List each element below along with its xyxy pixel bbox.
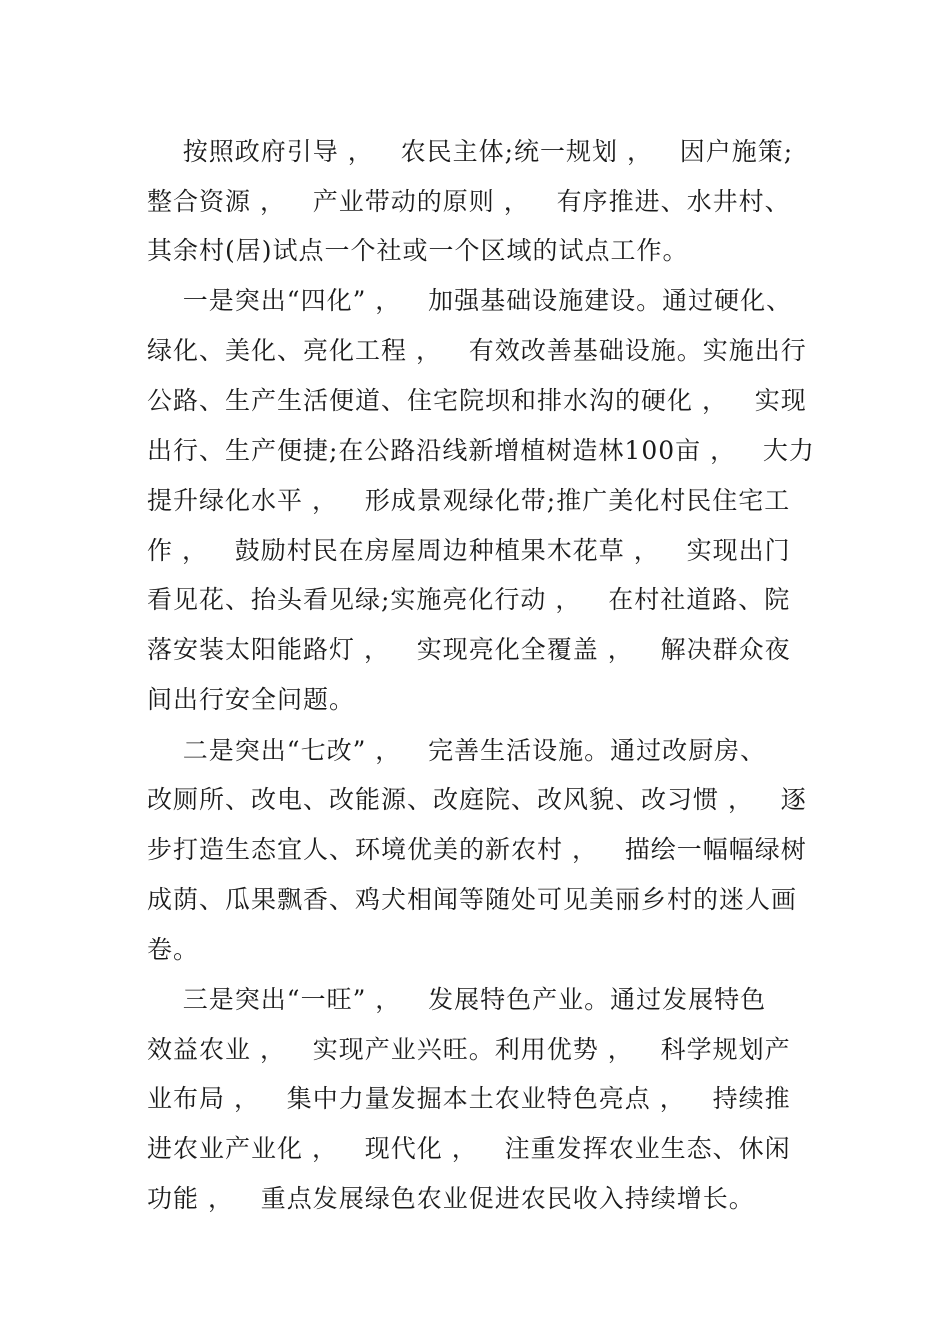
- text-line: 卷。: [147, 935, 200, 964]
- text-line: 间出行安全问题。: [147, 685, 356, 714]
- text-line: 绿化、美化、亮化工程 ， 有效改善基础设施。实施出行: [147, 336, 807, 365]
- text-line: 效益农业 ， 实现产业兴旺。利用优势 ， 科学规划产: [147, 1035, 791, 1064]
- text-line: 三是突出“一旺” ， 发展特色产业。通过发展特色: [147, 985, 767, 1014]
- text-line: 二是突出“七改” ， 完善生活设施。通过改厨房、: [147, 736, 767, 765]
- text-line: 步打造生态宜人、环境优美的新农村 ， 描绘一幅幅绿树: [147, 835, 807, 864]
- text-line: 进农业产业化 ， 现代化 ， 注重发挥农业生态、休闲: [147, 1134, 791, 1163]
- text-line: 其余村(居)试点一个社或一个区域的试点工作。: [147, 236, 689, 265]
- text-line: 落安装太阳能路灯 ， 实现亮化全覆盖 ， 解决群众夜: [147, 635, 791, 664]
- text-line: 功能 ， 重点发展绿色农业促进农民收入持续增长。: [147, 1184, 755, 1213]
- text-line: 按照政府引导 ， 农民主体;统一规划 ， 因户施策;: [147, 137, 794, 166]
- text-line: 提升绿化水平 ， 形成景观绿化带;推广美化村民住宅工: [147, 486, 791, 515]
- text-line: 成荫、瓜果飘香、鸡犬相闻等随处可见美丽乡村的迷人画: [147, 885, 798, 914]
- text-line: 出行、生产便捷;在公路沿线新增植树造林100亩 ， 大力: [147, 436, 815, 465]
- text-line: 作 ， 鼓励村民在房屋周边种植果木花草 ， 实现出门: [147, 536, 791, 565]
- text-line: 公路、生产生活便道、住宅院坝和排水沟的硬化 ， 实现: [147, 386, 807, 415]
- text-line: 整合资源 ， 产业带动的原则 ， 有序推进、水井村、: [147, 187, 791, 216]
- text-line: 一是突出“四化” ， 加强基础设施建设。通过硬化、: [147, 286, 793, 315]
- text-line: 改厕所、改电、改能源、改庭院、改风貌、改习惯 ， 逐: [147, 785, 807, 814]
- text-line: 业布局 ， 集中力量发掘本土农业特色亮点 ， 持续推: [147, 1084, 791, 1113]
- text-line: 看见花、抬头看见绿;实施亮化行动 ， 在村社道路、院: [147, 585, 791, 614]
